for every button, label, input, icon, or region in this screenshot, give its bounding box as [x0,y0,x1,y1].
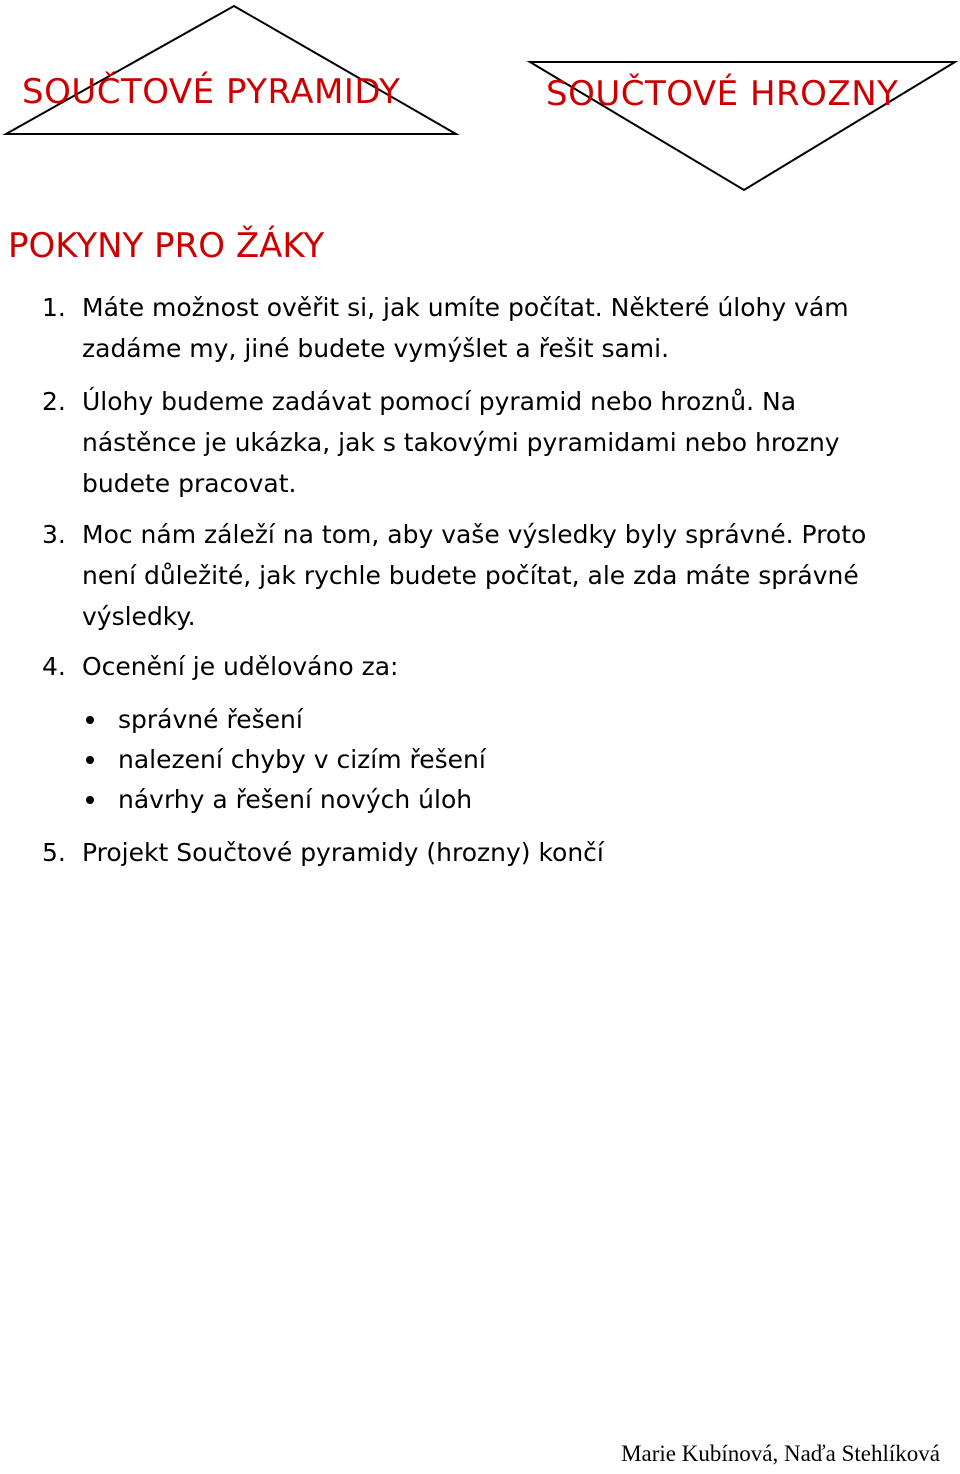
item-line: Projekt Součtové pyramidy (hrozny) končí [82,838,604,867]
bullet-text: návrhy a řešení nových úloh [118,785,473,814]
item-text [82,287,922,369]
bullet-text: správné řešení [118,705,303,734]
item-number: 5. [42,838,66,867]
item-line: Úlohy budeme zadávat pomocí pyramid nebo hroznů. Na [82,387,797,416]
item-number: 3. [42,520,66,549]
item-line: Ocenění je udělováno za: [82,652,399,681]
bullet-text: nalezení chyby v cizím řešení [118,745,486,774]
authors-footer: Marie Kubínová, Naďa Stehlíková [621,1441,940,1466]
item-text [82,381,922,504]
item-number: 1. [42,293,66,322]
title-pyramids: SOUČTOVÉ PYRAMIDY [22,72,401,112]
item-line: Máte možnost ověřit si, jak umíte počítat. Některé úlohy vám [82,293,849,322]
item-text [82,832,922,873]
item-line: výsledky. [82,602,196,631]
item-text [82,514,922,637]
bullet-icon [86,796,94,804]
item-line: není důležité, jak rychle budete počítat, ale zda máte správné [82,561,859,590]
item-text [82,646,922,687]
item-line: Moc nám záleží na tom, aby vaše výsledky byly správné. Proto [82,520,867,549]
bullet-icon [86,716,94,724]
instructions-heading: POKYNY PRO ŽÁKY [8,226,325,266]
bullet-icon [86,756,94,764]
pyramid-triangle-shape [6,6,456,134]
item-line: nástěnce je ukázka, jak s takovými pyramidami nebo hrozny [82,428,840,457]
item-line: budete pracovat. [82,469,297,498]
item-line: zadáme my, jiné budete vymýšlet a řešit sami. [82,334,670,363]
item-number: 2. [42,387,66,416]
item-number: 4. [42,652,66,681]
title-grapes: SOUČTOVÉ HROZNY [546,74,899,114]
